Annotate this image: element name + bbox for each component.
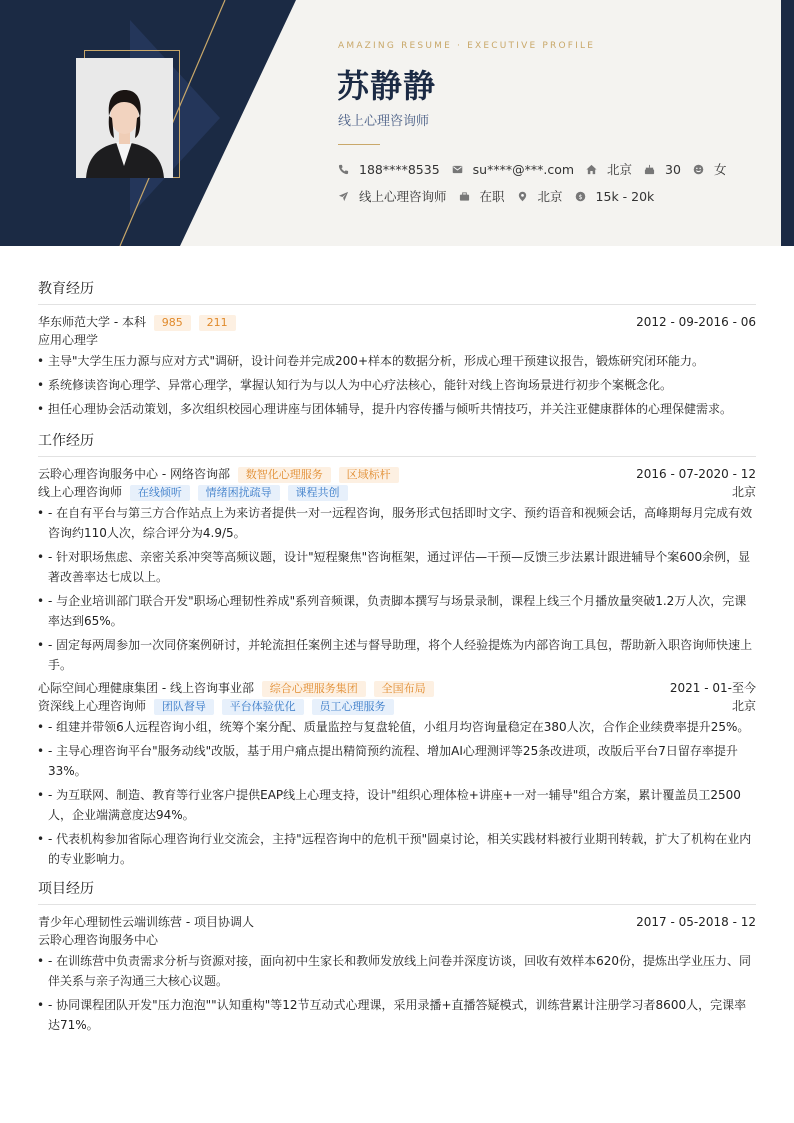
home-icon <box>586 164 597 175</box>
cake-icon <box>644 164 655 175</box>
company-tag: 全国布局 <box>374 681 434 697</box>
job-period: 2021 - 01-至今 <box>669 681 756 695</box>
job-bullets <box>38 717 756 869</box>
job-location: 北京 <box>731 699 756 713</box>
skill-tag: 团队督导 <box>154 699 214 715</box>
list-item: • 主导"大学生压力源与应对方式"调研，设计问卷并完成200+样本的数据分析，形成心理干预建议报告，锻炼研究闭环能力。 <box>38 351 756 371</box>
school-name: 华东师范大学 - 本科 <box>38 315 146 329</box>
education-period: 2012 - 09-2016 - 06 <box>636 315 756 329</box>
age-item <box>644 162 681 177</box>
school-tag: 985 <box>154 315 191 331</box>
section-title: 项目经历 <box>38 878 756 905</box>
education-entry-head <box>38 313 756 331</box>
company-name: 云聆心理咨询服务中心 - 网络咨询部 <box>38 467 230 481</box>
location-icon <box>517 191 528 202</box>
money-icon <box>575 191 586 202</box>
project-period: 2017 - 05-2018 - 12 <box>636 915 756 929</box>
city-item <box>586 160 632 178</box>
gender-item <box>693 160 727 178</box>
section-title: 教育经历 <box>38 278 756 305</box>
job-head <box>38 679 756 697</box>
candidate-role: 线上心理咨询师 <box>338 114 430 129</box>
briefcase-icon <box>459 191 470 202</box>
education-major-row <box>38 331 756 349</box>
phone-item <box>338 162 440 177</box>
intent-row <box>338 187 666 205</box>
job-period: 2016 - 07-2020 - 12 <box>636 467 756 481</box>
skill-tag: 课程共创 <box>288 485 348 501</box>
list-item: • - 与企业培训部门联合开发"职场心理韧性养成"系列音频课，负责脚本撰写与场景录制，课程上线三个月播放量突破1.2万人次，完课率达到65%。 <box>38 591 756 631</box>
project-section <box>38 878 756 1039</box>
send-icon <box>338 191 349 202</box>
skill-tag: 平台体验优化 <box>222 699 304 715</box>
list-item: • - 针对职场焦虑、亲密关系冲突等高频议题，设计"短程聚焦"咨询框架，通过评估—干预—反馈三步法累计跟进辅导个案600余例，显著改善率达七成以上。 <box>38 547 756 587</box>
company-tag: 数智化心理服务 <box>238 467 331 483</box>
list-item: • - 在训练营中负责需求分析与资源对接，面向初中生家长和教师发放线上问卷并深度访谈，回收有效样本620份，提炼出学业压力、同伴关系与亲子沟通三大核心议题。 <box>38 951 756 991</box>
project-org: 云聆心理咨询服务中心 <box>38 933 159 947</box>
list-item: • 系统修读咨询心理学、异常心理学，掌握认知行为与以人为中心疗法核心，能针对线上咨询场景进行初步个案概念化。 <box>38 375 756 395</box>
job-sub <box>38 483 756 501</box>
section-title: 工作经历 <box>38 430 756 457</box>
phone-icon <box>338 164 349 175</box>
job-position: 线上心理咨询师 <box>38 485 123 499</box>
company-name: 心际空间心理健康集团 - 线上咨询事业部 <box>38 681 254 695</box>
resume-kicker: AMAZING RESUME · EXECUTIVE PROFILE <box>338 41 596 51</box>
skill-tag: 在线倾听 <box>130 485 190 501</box>
svg-text:$: $ <box>578 192 583 201</box>
gender: 女 <box>713 162 727 177</box>
list-item: • - 代表机构参加省际心理咨询行业交流会，主持"远程咨询中的危机干预"圆桌讨论，相关实践材料被行业期刊转载，扩大了机构在业内的专业影响力。 <box>38 829 756 869</box>
phone-number: 188****8535 <box>359 161 440 177</box>
candidate-name: 苏静静 <box>337 67 437 105</box>
target-city: 北京 <box>537 189 563 204</box>
target-city-item <box>517 187 563 205</box>
avatar <box>76 58 173 178</box>
company-tag: 综合心理服务集团 <box>262 681 366 697</box>
divider <box>338 144 380 145</box>
job-position: 资深线上心理咨询师 <box>38 699 147 713</box>
city: 北京 <box>607 162 633 177</box>
list-item: • - 为互联网、制造、教育等行业客户提供EAP线上心理支持，设计"组织心理体检+讲座+一对一辅导"组合方案，累计覆盖员工2500人，企业端满意度达94%。 <box>38 785 756 825</box>
project-sub <box>38 931 756 949</box>
list-item: • - 在自有平台与第三方合作站点上为来访者提供一对一远程咨询，服务形式包括即时文字、预约语音和视频会话，高峰期每月完成有效咨询约110人次，综合评分为4.9/5。 <box>38 503 756 543</box>
target-role-item <box>338 187 447 205</box>
email-address: su****@***.com <box>472 161 575 177</box>
education-section <box>38 278 756 423</box>
smile-icon <box>693 164 704 175</box>
age: 30 <box>665 161 681 177</box>
list-item: • - 固定每两周参加一次同侪案例研讨，并轮流担任案例主述与督导助理，将个人经验提炼为内部咨询工具包，帮助新入职咨询师快速上手。 <box>38 635 756 675</box>
project-bullets <box>38 951 756 1035</box>
job-status: 在职 <box>479 189 505 204</box>
mail-icon <box>452 164 463 175</box>
major: 应用心理学 <box>38 333 99 347</box>
skill-tag: 员工心理服务 <box>312 699 394 715</box>
job-location: 北京 <box>731 485 756 499</box>
salary-item <box>575 189 655 204</box>
list-item: • - 组建并带领6人远程咨询小组，统筹个案分配、质量监控与复盘轮值，小组月均咨询量稳定在380人次，合作企业续费率提升25%。 <box>38 717 756 737</box>
project-head <box>38 913 756 931</box>
resume-header <box>0 0 794 246</box>
skill-tag: 情绪困扰疏导 <box>198 485 280 501</box>
work-section <box>38 430 756 873</box>
company-tag: 区域标杆 <box>339 467 399 483</box>
job-bullets <box>38 503 756 675</box>
list-item: • - 主导心理咨询平台"服务动线"改版，基于用户痛点提出精简预约流程、增加AI心理测评等25条改进项，改版后平台7日留存率提升33%。 <box>38 741 756 781</box>
school-tag: 211 <box>199 315 236 331</box>
contact-row <box>338 160 738 178</box>
job-sub <box>38 697 756 715</box>
expected-salary: 15k - 20k <box>595 188 655 204</box>
education-bullets <box>38 351 756 419</box>
list-item: • 担任心理协会活动策划，多次组织校园心理讲座与团体辅导，提升内容传播与倾听共情技巧，并关注亚健康群体的心理保健需求。 <box>38 399 756 419</box>
email-item <box>452 162 574 177</box>
status-item <box>459 187 505 205</box>
list-item: • - 协同课程团队开发"压力泡泡""认知重构"等12节互动式心理课，采用录播+直播答疑模式，训练营累计注册学习者8600人，完课率达71%。 <box>38 995 756 1035</box>
job-head <box>38 465 756 483</box>
project-name: 青少年心理韧性云端训练营 - 项目协调人 <box>38 915 254 929</box>
target-role: 线上心理咨询师 <box>359 189 447 204</box>
